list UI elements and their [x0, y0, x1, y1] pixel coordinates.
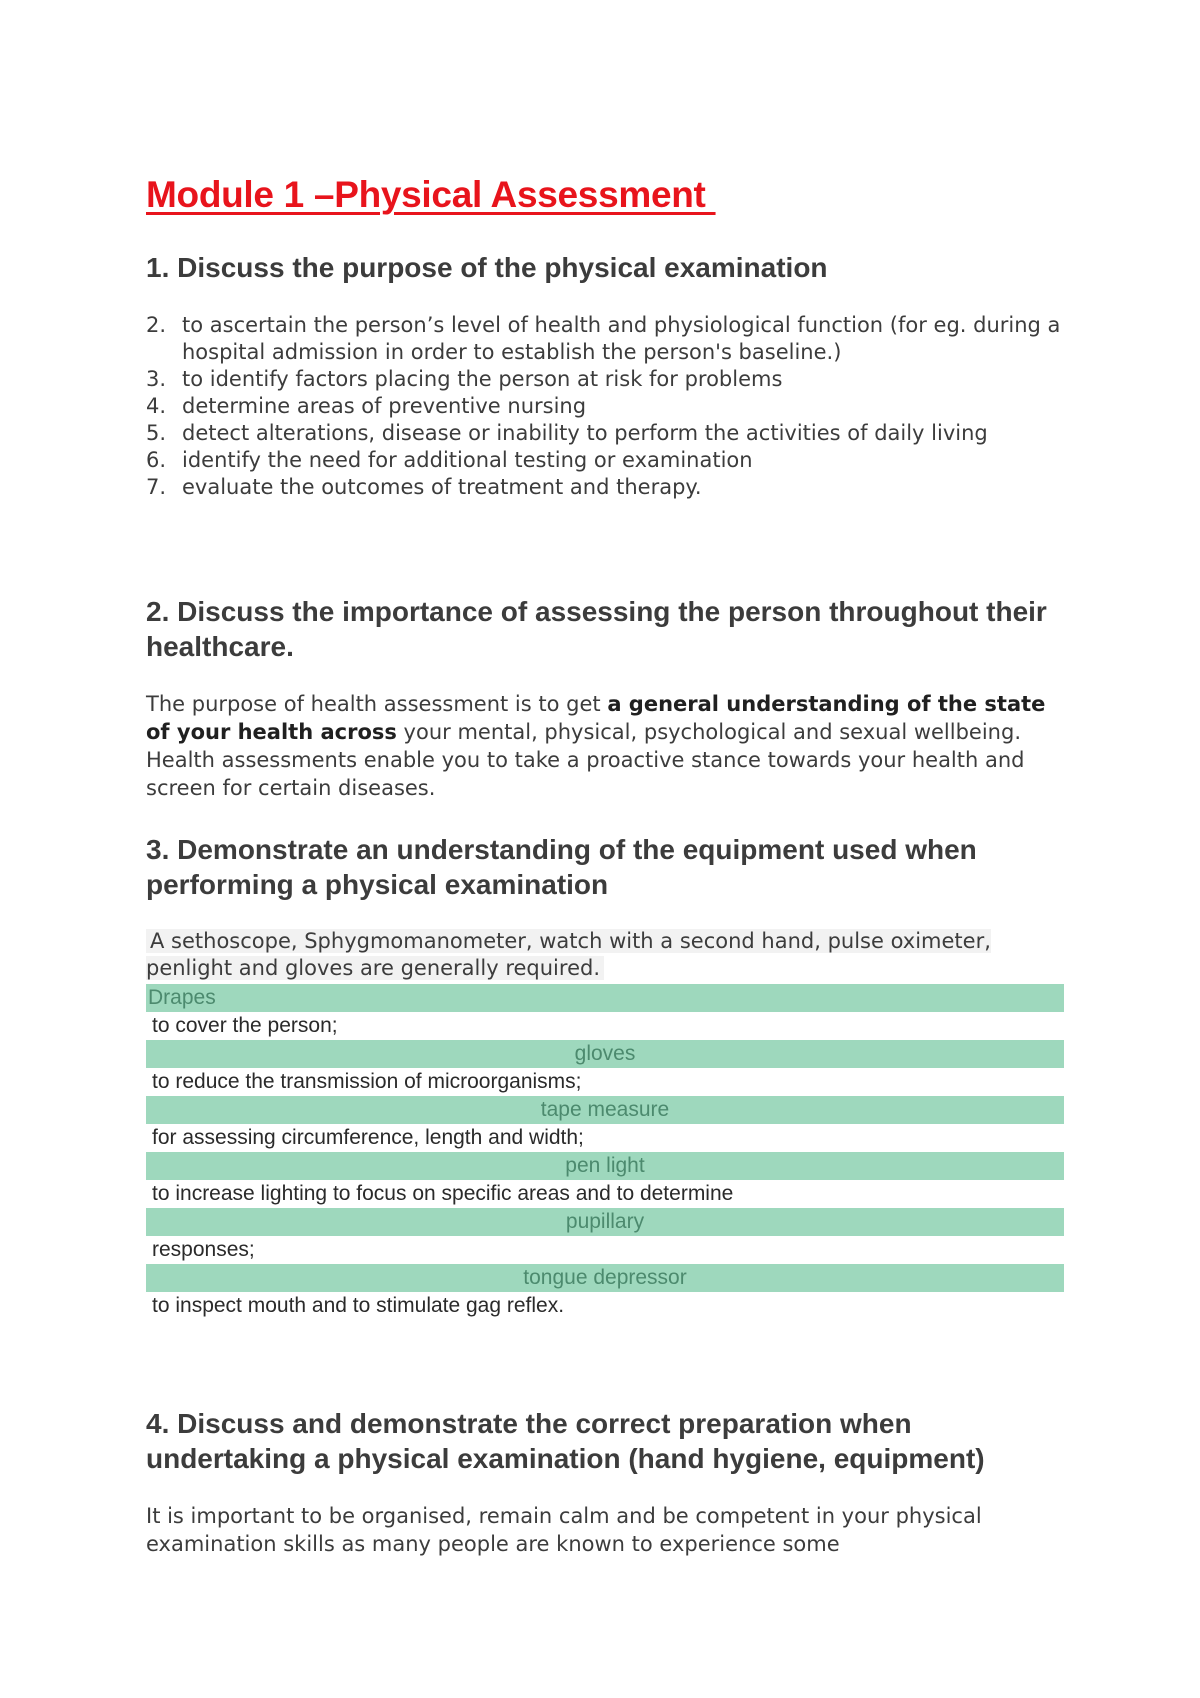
equipment-purpose: to reduce the transmission of microorganisms; [146, 1068, 1064, 1096]
list-item [146, 366, 1064, 393]
list-item [146, 474, 1064, 501]
list-item-number: 3. [146, 367, 167, 391]
equipment-name: pupillary [146, 1208, 1064, 1236]
purpose-list [146, 312, 1064, 501]
equipment-intro-text: A sethoscope, Sphygmomanometer, watch with a second hand, pulse oximeter, penlight and gloves are generally required. [146, 929, 991, 980]
equipment-name: pen light [146, 1152, 1064, 1180]
list-item-number: 6. [146, 448, 167, 472]
list-item [146, 312, 1064, 366]
equipment-purpose: to increase lighting to focus on specific areas and to determine [146, 1180, 1064, 1208]
q2-text-start: The purpose of health assessment is to get [146, 692, 608, 716]
list-item-number: 4. [146, 394, 167, 418]
q2-paragraph [146, 690, 1064, 802]
equipment-purpose: to cover the person; [146, 1012, 1064, 1040]
list-item-text: to ascertain the person’s level of health and physiological function (for eg. during a hospital admission in order to establish the person's baseline.) [182, 313, 1061, 364]
q2-heading: 2. Discuss the importance of assessing the person throughout their healthcare. [146, 596, 1047, 662]
list-item-text: identify the need for additional testing or examination [182, 448, 753, 472]
equipment-name: tongue depressor [146, 1264, 1064, 1292]
equipment-name: Drapes [146, 984, 1064, 1012]
q1-heading-num: 1. [146, 252, 170, 283]
q2-text-end: your mental, physical, psychological and sexual wellbeing. Health assessments enable you to take a proactive stance towards your health and screen for certain diseases. [146, 720, 1025, 800]
equipment-name: gloves [146, 1040, 1064, 1068]
q4-paragraph: It is important to be organised, remain calm and be competent in your physical examination skills as many people are known to experience some [146, 1504, 982, 1556]
list-item [146, 447, 1064, 474]
q3-heading: 3. Demonstrate an understanding of the equipment used when performing a physical examination [146, 834, 977, 900]
list-item [146, 420, 1064, 447]
equipment-table [146, 984, 1064, 1320]
page-title: Module 1 –Physical Assessment [146, 174, 716, 215]
equipment-purpose: to inspect mouth and to stimulate gag reflex. [146, 1292, 1064, 1320]
list-item-text: detect alterations, disease or inability to perform the activities of daily living [182, 421, 988, 445]
q1-heading [146, 250, 1064, 285]
list-item [146, 393, 1064, 420]
list-item-number: 7. [146, 475, 167, 499]
q2-text-bold: a general understanding of the state of your health across [146, 692, 1046, 744]
q1-heading-text: Discuss the purpose of the physical examination [177, 252, 828, 283]
q4-heading: 4. Discuss and demonstrate the correct preparation when undertaking a physical examination (hand hygiene, equipment) [146, 1408, 985, 1474]
equipment-intro [146, 928, 1064, 982]
equipment-name: tape measure [146, 1096, 1064, 1124]
list-item-text: evaluate the outcomes of treatment and therapy. [182, 475, 702, 499]
list-item-text: determine areas of preventive nursing [182, 394, 587, 418]
equipment-purpose: responses; [146, 1236, 1064, 1264]
list-item-number: 5. [146, 421, 167, 445]
list-item-text: to identify factors placing the person at risk for problems [182, 367, 783, 391]
equipment-purpose: for assessing circumference, length and width; [146, 1124, 1064, 1152]
list-item-number: 2. [146, 313, 167, 337]
